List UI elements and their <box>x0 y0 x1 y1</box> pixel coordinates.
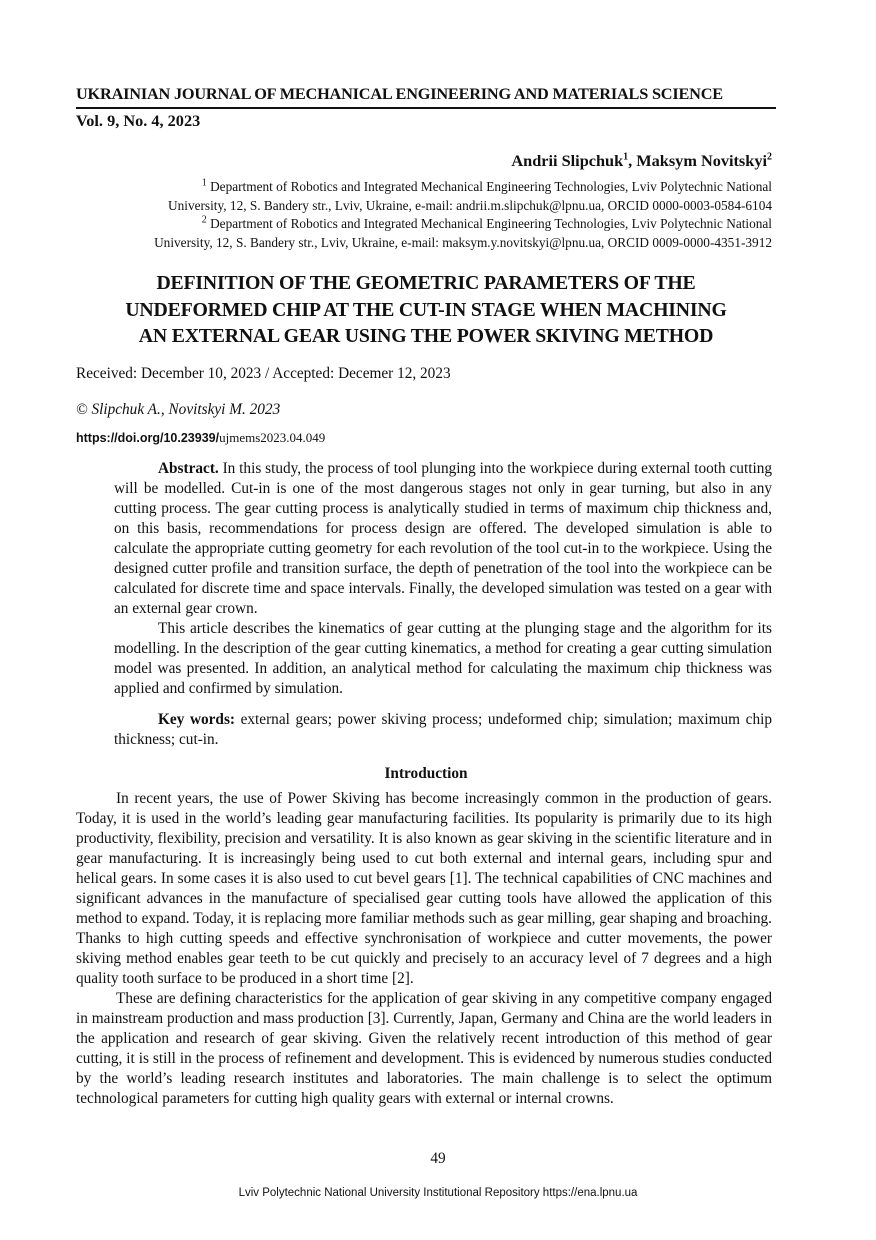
affiliation-text: Department of Robotics and Integrated Mechanical Engineering Technologies, Lviv Polytechnic National <box>206 216 772 231</box>
copyright: © Slipchuk A., Novitskyi M. 2023 <box>76 401 281 418</box>
abstract-section <box>114 459 772 750</box>
header-rule <box>76 107 776 109</box>
title-line: AN EXTERNAL GEAR USING THE POWER SKIVING METHOD <box>138 325 714 347</box>
body-paragraph: In recent years, the use of Power Skiving has become increasingly common in the production of gears. Today, it is used in the world’s leading gear manufacturing facilities. Its popularity is primarily due to its high productivity, flexibility, precision and versatility. It is also known as gear skiving in the scientific literature and in gear manufacturing. It is increasingly being used to cut both external and internal gears, including spur and helical gears. In some cases it is also used to cut bevel gears [1]. The technical capabilities of CNC machines and significant advances in the manufacture of specialised gear cutting tools have allowed the application of this method to expand. Today, it is replacing more familiar methods such as gear milling, gear shaping and broaching. Thanks to high cutting speeds and effective synchronisation of workpiece and cutter movements, the power skiving method enables gear teeth to be cut quickly and precisely to an accuracy level of 7 degrees and a high quality tooth surface to be produced in a short time [2]. <box>76 790 772 987</box>
abstract-text: In this study, the process of tool plunging into the workpiece during external tooth cutting will be modelled. Cut-in is one of the most dangerous stages not only in gear turning, but also in any cutting process. The gear cutting process is analytically studied in terms of maximum chip thickness and, on this basis, recommendations for process design are offered. The developed simulation is able to calculate the appropriate cutting geometry for each revolution of the tool cut-in to the workpiece. Using the designed cutter profile and transition surface, the depth of penetration of the tool into the workpiece can be calculated for discrete time and space intervals. Finally, the developed simulation was tested on a gear with an external gear crown. <box>114 460 772 617</box>
affiliations <box>80 178 772 252</box>
affiliation-marker: 2 <box>201 214 207 226</box>
title-line: UNDEFORMED CHIP AT THE CUT-IN STAGE WHEN MACHINING <box>125 298 727 321</box>
author-separator: , <box>628 151 637 170</box>
page-number: 49 <box>430 1150 446 1167</box>
section-heading-introduction: Introduction <box>384 765 468 782</box>
affiliation-line: University, 12, S. Bandery str., Lviv, Ukraine, e-mail: maksym.y.novitskyi@lpnu.ua, ORCID 0009-0000-4351-3912 <box>154 234 772 250</box>
introduction-body <box>76 789 772 1109</box>
affiliation-line <box>80 178 772 197</box>
paper-title <box>76 270 776 350</box>
abstract-label: Abstract. <box>158 460 219 477</box>
affiliation-text: Department of Robotics and Integrated Mechanical Engineering Technologies, Lviv Polytechnic National <box>206 179 772 194</box>
body-paragraph: These are defining characteristics for the application of gear skiving in any competitive company engaged in mainstream production and mass production [3]. Currently, Japan, Germany and China are the world leaders in the application and research of gear skiving. Given the relatively recent introduction of this method of gear cutting, it is still in the process of refinement and development. This is evidenced by numerous studies conducted by the world’s leading research institutes and laboratories. The main challenge is to select the optimum technological parameters for cutting high quality gears with external or internal crowns. <box>76 990 772 1107</box>
affiliation-line <box>80 215 772 234</box>
author-name: Maksym Novitskyi <box>636 151 767 170</box>
abstract-paragraph: This article describes the kinematics of gear cutting at the plunging stage and the algorithm for its modelling. In the description of the gear cutting kinematics, a method for creating a gear cutting simulation model was presented. In addition, an analytical method for calculating the maximum chip thickness was applied and confirmed by simulation. <box>114 620 772 697</box>
abstract-paragraph <box>114 459 772 619</box>
keywords-text: external gears; power skiving process; undeformed chip; simulation; maximum chip thickness; cut-in. <box>114 711 773 748</box>
repository-footer: Lviv Polytechnic National University Institutional Repository https://ena.lpnu.ua <box>238 1187 638 1199</box>
keywords <box>114 710 772 750</box>
doi-prefix: https://doi.org/10.23939/ <box>76 431 220 445</box>
title-line: DEFINITION OF THE GEOMETRIC PARAMETERS OF THE <box>156 272 696 294</box>
received-accepted-dates: Received: December 10, 2023 / Accepted: Decemer 12, 2023 <box>76 365 451 382</box>
author-affiliation-marker: 1 <box>623 151 629 163</box>
authors <box>511 151 772 171</box>
journal-title: UKRAINIAN JOURNAL OF MECHANICAL ENGINEERING AND MATERIALS SCIENCE <box>76 84 723 103</box>
affiliation-line: University, 12, S. Bandery str., Lviv, Ukraine, e-mail: andrii.m.slipchuk@lpnu.ua, ORCID 0000-0003-0584-6104 <box>168 197 772 213</box>
doi-suffix: ujmems2023.04.049 <box>219 430 326 445</box>
author-affiliation-marker: 2 <box>767 151 772 163</box>
affiliation-marker: 1 <box>201 177 207 189</box>
volume-info: Vol. 9, No. 4, 2023 <box>76 111 201 130</box>
keywords-label: Key words: <box>158 711 235 728</box>
author-name: Andrii Slipchuk <box>511 151 624 170</box>
doi-link[interactable] <box>76 430 325 446</box>
